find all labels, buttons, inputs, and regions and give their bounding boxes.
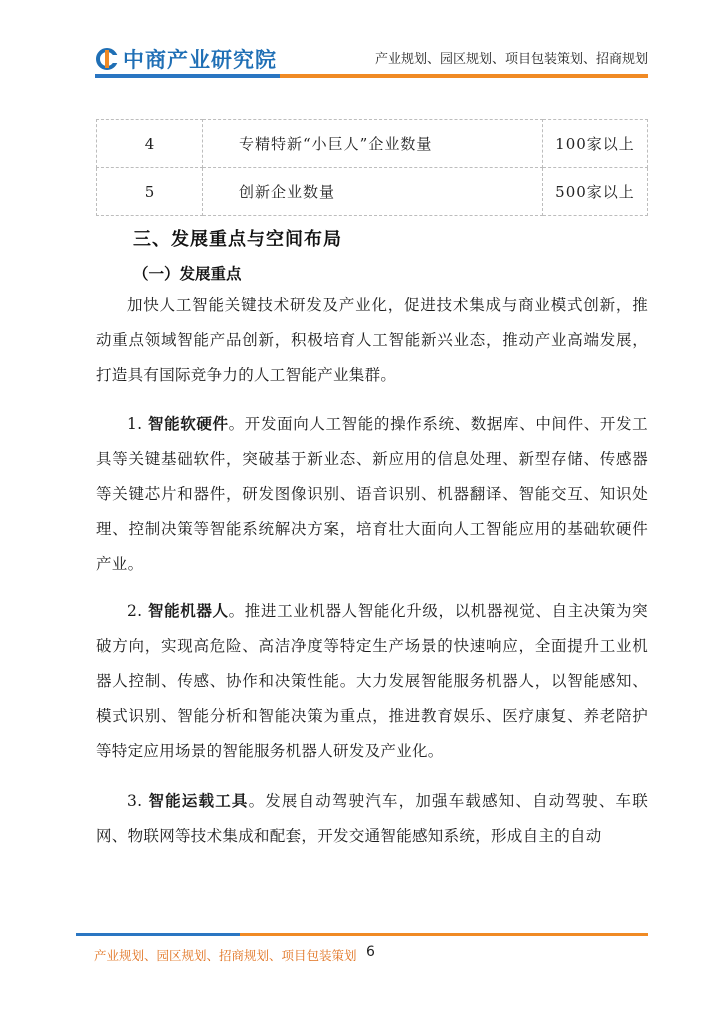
item-text: 。推进工业机器人智能化升级，以机器视觉、自主决策为突破方向，实现高危险、高洁净度等特定生产场景的快速响应，全面提升工业机器人控制、传感、协作和决策性能。大力发展智能服务机器人，以智能感知、模式识别、智能分析和智能决策为重点，推进教育娱乐、医疗康复、养老陪护等特定应用场景的智能服务机器人研发及产业化。 xyxy=(96,602,648,760)
intro-paragraph: 加快人工智能关键技术研发及产业化，促进技术集成与商业模式创新，推动重点领域智能产品创新，积极培育人工智能新兴业态，推动产业高端发展，打造具有国际竞争力的人工智能产业集群。 xyxy=(96,296,648,384)
row-indicator: 专精特新“小巨人”企业数量 xyxy=(203,120,543,168)
logo-mark-icon xyxy=(95,47,119,71)
company-logo xyxy=(95,44,277,74)
row-number: 5 xyxy=(97,168,203,216)
item-number: 3. xyxy=(127,792,149,810)
focus-item-paragraph xyxy=(96,593,648,769)
item-text: 。发展自动驾驶汽车，加强车载感知、自动驾驶、车联网、物联网等技术集成和配套，开发交通智能感知系统，形成自主的自动 xyxy=(96,792,648,845)
page-number: 6 xyxy=(366,944,375,960)
item-title: 智能运载工具 xyxy=(148,791,249,810)
footer-divider-orange xyxy=(240,933,648,936)
logo-text: 中商产业研究院 xyxy=(123,48,277,72)
focus-item-paragraph xyxy=(96,406,648,582)
table-row xyxy=(97,168,648,216)
row-target: 100家以上 xyxy=(543,120,648,168)
target-table xyxy=(96,119,648,216)
table-row xyxy=(97,120,648,168)
item-number: 1. xyxy=(127,415,148,433)
item-title: 智能软硬件 xyxy=(147,414,229,433)
subsection-heading: （一）发展重点 xyxy=(133,264,242,283)
footer-tagline: 产业规划、园区规划、招商规划、项目包装策划 xyxy=(94,948,357,963)
row-indicator: 创新企业数量 xyxy=(203,168,543,216)
section-heading: 三、发展重点与空间布局 xyxy=(133,229,342,250)
item-text: 。开发面向人工智能的操作系统、数据库、中间件、开发工具等关键基础软件，突破基于新业态、新应用的信息处理、新型存储、传感器等关键芯片和器件，研发图像识别、语音识别、机器翻译、智能交互、知识处理、控制决策等智能系统解决方案，培育壮大面向人工智能应用的基础软硬件产业。 xyxy=(96,415,648,573)
header-tagline: 产业规划、园区规划、项目包装策划、招商规划 xyxy=(374,52,648,67)
focus-item-paragraph xyxy=(96,783,648,854)
header-divider-orange xyxy=(280,74,648,78)
header-divider-blue xyxy=(95,74,280,78)
item-title: 智能机器人 xyxy=(147,601,229,620)
footer-divider-blue xyxy=(76,933,240,936)
item-number: 2. xyxy=(127,602,148,620)
row-number: 4 xyxy=(97,120,203,168)
row-target: 500家以上 xyxy=(543,168,648,216)
